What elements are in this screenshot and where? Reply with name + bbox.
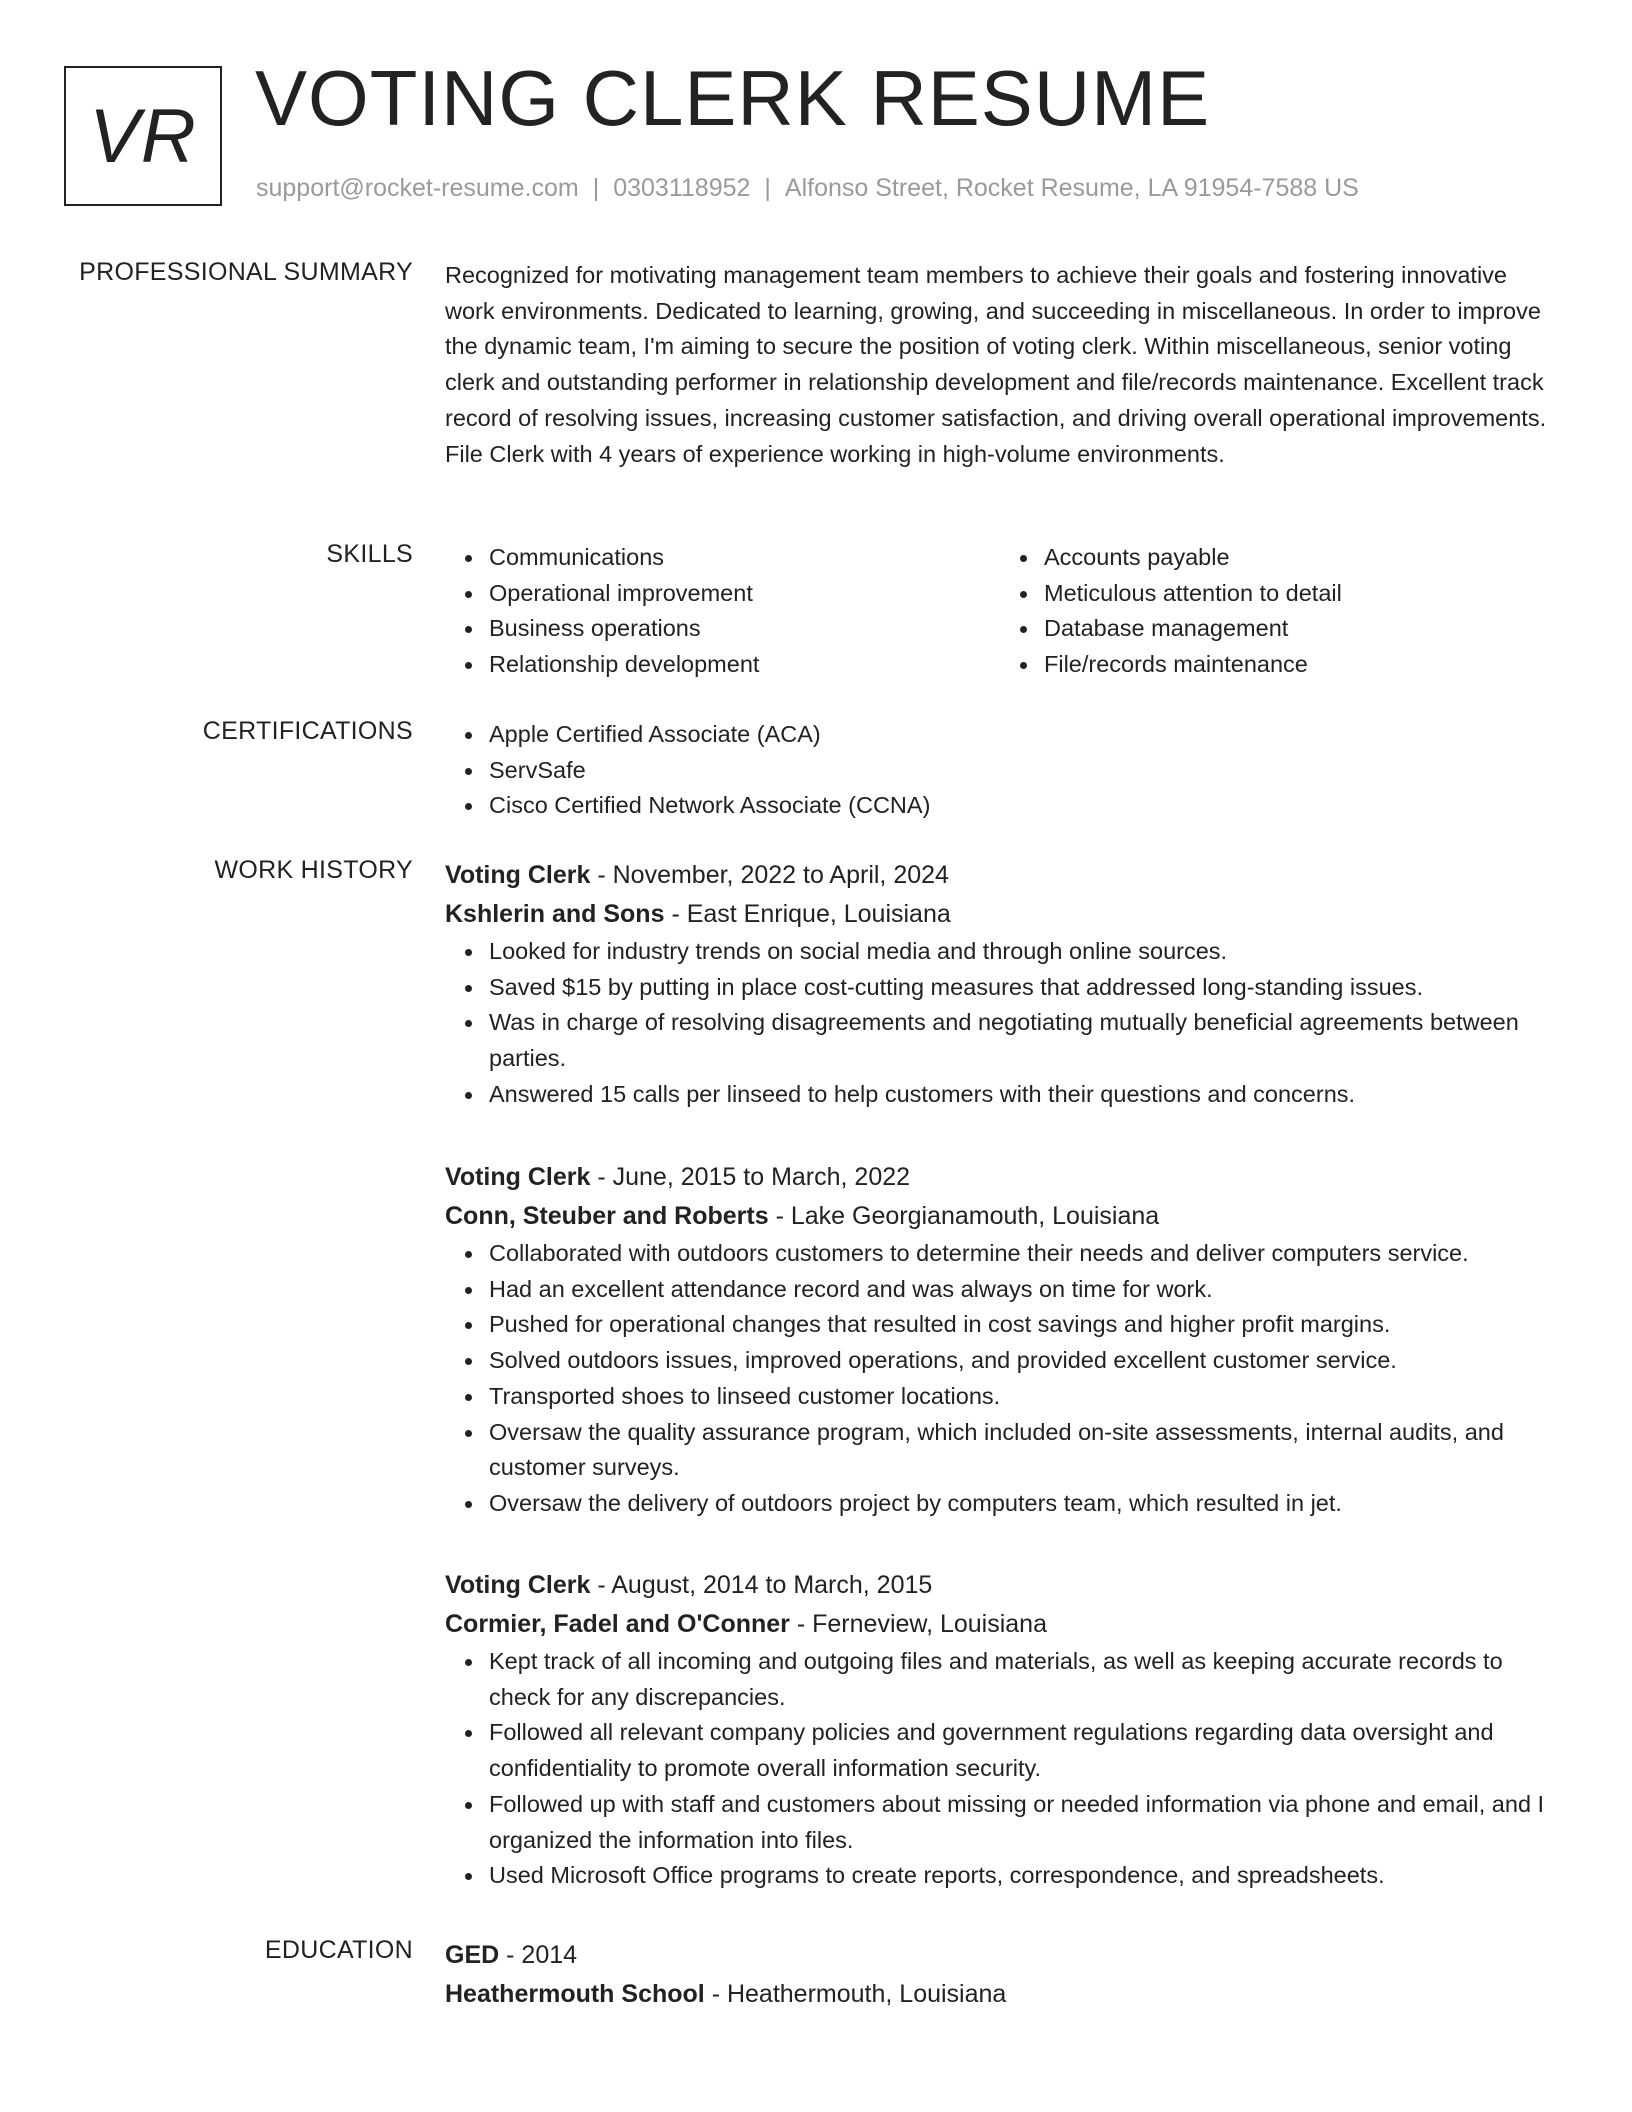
contact-address: Alfonso Street, Rocket Resume, LA 91954-7588 US <box>784 174 1359 202</box>
job-duty: Transported shoes to linseed customer locations. <box>489 1379 1555 1415</box>
certification-item: Cisco Certified Network Associate (CCNA) <box>489 788 1555 824</box>
job-duty: Saved $15 by putting in place cost-cutting measures that addressed long-standing issues. <box>489 970 1555 1006</box>
skill-item: Operational improvement <box>489 576 1000 612</box>
job-duties-list <box>445 1236 1555 1522</box>
skill-item: File/records maintenance <box>1044 647 1555 683</box>
education-label: EDUCATION <box>264 1936 413 1964</box>
job-duty: Collaborated with outdoors customers to determine their needs and deliver computers service. <box>489 1236 1555 1272</box>
page-title: VOTING CLERK RESUME <box>255 54 1211 142</box>
job-company: Cormier, Fadel and O'Conner <box>445 1610 790 1638</box>
job-duty: Looked for industry trends on social media and through online sources. <box>489 934 1555 970</box>
work-history-label: WORK HISTORY <box>214 856 413 884</box>
skill-item: Business operations <box>489 611 1000 647</box>
job-location: - Ferneview, Louisiana <box>796 1610 1047 1638</box>
contact-line <box>256 174 1359 203</box>
job-location: - Lake Georgianamouth, Louisiana <box>775 1202 1160 1230</box>
job-duty: Kept track of all incoming and outgoing files and materials, as well as keeping accurate records to check for any discrepancies. <box>489 1644 1555 1715</box>
job-duty: Had an excellent attendance record and was always on time for work. <box>489 1272 1555 1308</box>
certification-item: ServSafe <box>489 753 1555 789</box>
certifications-body <box>445 717 1555 824</box>
education-location: - Heathermouth, Louisiana <box>711 1980 1007 2008</box>
job-duties-list <box>445 934 1555 1113</box>
skills-columns <box>445 540 1555 683</box>
contact-separator: | <box>592 174 600 202</box>
contact-phone[interactable]: 0303118952 <box>613 174 751 202</box>
education-degree: GED <box>445 1941 500 1969</box>
job-duty: Oversaw the delivery of outdoors project by computers team, which resulted in jet. <box>489 1486 1555 1522</box>
skill-item: Database management <box>1044 611 1555 647</box>
monogram-badge: VR <box>64 66 222 206</box>
job-title: Voting Clerk <box>445 1571 591 1599</box>
contact-email[interactable]: support@rocket-resume.com <box>256 174 579 202</box>
job-company-line <box>445 895 1555 934</box>
education-year: - 2014 <box>506 1941 578 1969</box>
job-entry <box>445 1566 1555 1894</box>
job-duty: Oversaw the quality assurance program, which included on-site assessments, internal audits, and customer surveys. <box>489 1415 1555 1486</box>
education-school: Heathermouth School <box>445 1980 705 2008</box>
job-duty: Followed up with staff and customers about missing or needed information via phone and email, and I organized the information into files. <box>489 1787 1555 1858</box>
certification-item: Apple Certified Associate (ACA) <box>489 717 1555 753</box>
job-title-line <box>445 1158 1555 1197</box>
skill-item: Relationship development <box>489 647 1000 683</box>
education-school-line <box>445 1975 1555 2014</box>
certifications-label: CERTIFICATIONS <box>202 717 413 745</box>
job-dates: - August, 2014 to March, 2015 <box>597 1571 933 1599</box>
summary-text: Recognized for motivating management team members to achieve their goals and fostering innovative work environments. Dedicated to learning, growing, and succeeding in miscellaneous. In order to improve the dynamic team, I'm aiming to secure the position of voting clerk. Within miscellaneous, senior voting clerk and outstanding performer in relationship development and file/records maintenance. Excellent track record of resolving issues, increasing customer satisfaction, and driving overall operational improvements. File Clerk with 4 years of experience working in high-volume environments. <box>445 262 1547 467</box>
job-duty: Was in charge of resolving disagreements and negotiating mutually beneficial agreements between parties. <box>489 1005 1555 1076</box>
job-location: - East Enrique, Louisiana <box>671 900 951 928</box>
job-duty: Answered 15 calls per linseed to help customers with their questions and concerns. <box>489 1077 1555 1113</box>
job-company-line <box>445 1197 1555 1236</box>
certifications-list <box>445 717 1555 824</box>
job-dates: - June, 2015 to March, 2022 <box>597 1163 911 1191</box>
skills-left-list <box>445 540 1000 683</box>
job-duty: Used Microsoft Office programs to create reports, correspondence, and spreadsheets. <box>489 1858 1555 1894</box>
skill-item: Accounts payable <box>1044 540 1555 576</box>
job-company: Conn, Steuber and Roberts <box>445 1202 769 1230</box>
job-entry <box>445 1158 1555 1522</box>
skills-label: SKILLS <box>326 540 413 568</box>
job-duty: Solved outdoors issues, improved operations, and provided excellent customer service. <box>489 1343 1555 1379</box>
job-title: Voting Clerk <box>445 861 591 889</box>
skill-item: Communications <box>489 540 1000 576</box>
job-dates: - November, 2022 to April, 2024 <box>597 861 949 889</box>
job-title: Voting Clerk <box>445 1163 591 1191</box>
job-title-line <box>445 856 1555 895</box>
job-duty: Pushed for operational changes that resulted in cost savings and higher profit margins. <box>489 1307 1555 1343</box>
job-company-line <box>445 1605 1555 1644</box>
skills-right-list <box>1000 540 1555 683</box>
education-entry <box>445 1936 1555 2014</box>
job-title-line <box>445 1566 1555 1605</box>
summary-label: PROFESSIONAL SUMMARY <box>79 258 413 286</box>
education-degree-line <box>445 1936 1555 1975</box>
job-duties-list <box>445 1644 1555 1894</box>
skill-item: Meticulous attention to detail <box>1044 576 1555 612</box>
contact-separator: | <box>764 174 771 202</box>
job-duty: Followed all relevant company policies and government regulations regarding data oversight and confidentiality to promote overall information security. <box>489 1715 1555 1786</box>
job-entry <box>445 856 1555 1113</box>
job-company: Kshlerin and Sons <box>445 900 665 928</box>
